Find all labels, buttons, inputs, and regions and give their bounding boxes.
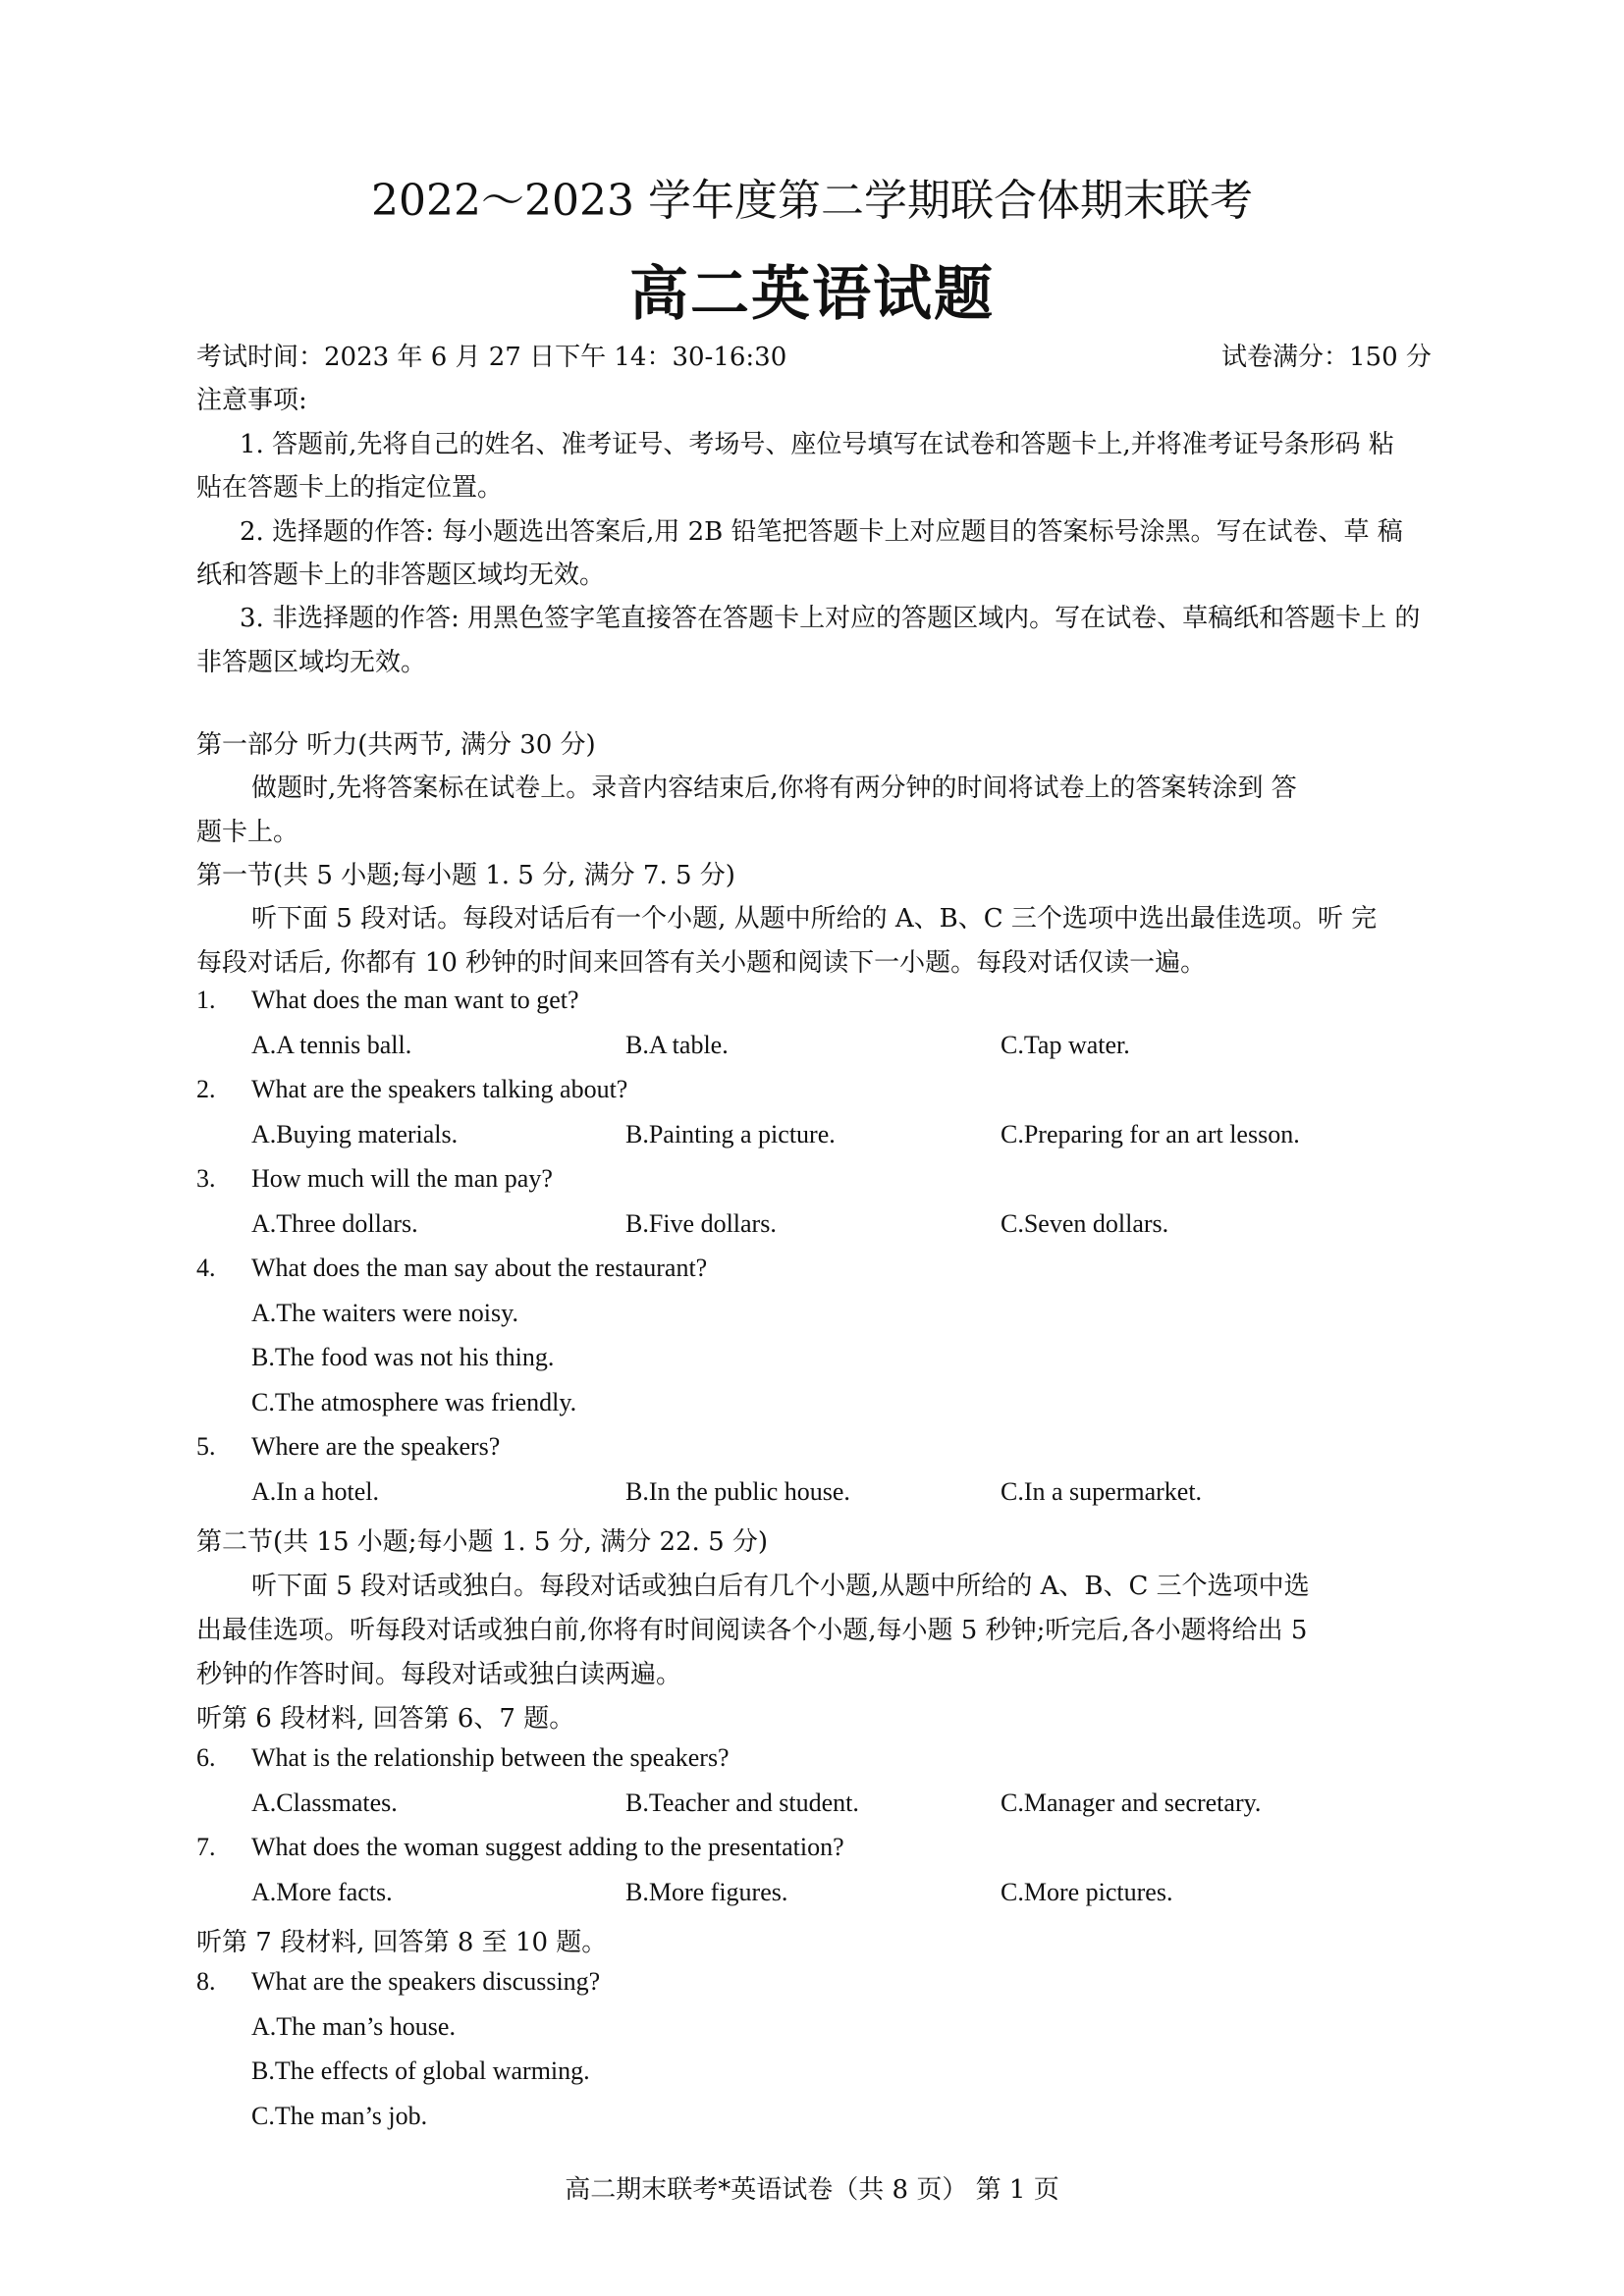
option-a: A.The waiters were noisy.	[251, 1299, 518, 1327]
question-text: How much will the man pay?	[251, 1164, 553, 1193]
question-text: What does the man say about the restaurant?	[251, 1254, 708, 1282]
option-b: B.The food was not his thing.	[251, 1343, 555, 1371]
material-7-intro: 听第 7 段材料, 回答第 8 至 10 题。	[196, 1928, 608, 1957]
note-3-line-2: 非答题区域均无效。	[196, 648, 427, 677]
option-c: C.Manager and secretary.	[1001, 1789, 1262, 1817]
option-c: C.The man’s job.	[251, 2102, 428, 2130]
section1-intro-line-1: 听下面 5 段对话。每段对话后有一个小题, 从题中所给的 A、B、C 三个选项中选出最佳选项。听 完	[251, 904, 1378, 934]
option-b: B.Painting a picture.	[625, 1120, 836, 1148]
section2-heading: 第二节(共 15 小题;每小题 1. 5 分, 满分 22. 5 分)	[196, 1527, 769, 1557]
part1-heading: 第一部分 听力(共两节, 满分 30 分)	[196, 730, 596, 760]
subject-title: 高二英语试题	[629, 260, 995, 329]
part1-intro-line-1: 做题时,先将答案标在试卷上。录音内容结束后,你将有两分钟的时间将试卷上的答案转涂到 答	[251, 774, 1297, 803]
notes-heading: 注意事项:	[196, 386, 307, 415]
note-2-line-2: 纸和答题卡上的非答题区域均无效。	[196, 561, 606, 590]
option-b: B.A table.	[625, 1031, 729, 1059]
option-c: C.Seven dollars.	[1001, 1209, 1169, 1238]
option-c: C.The atmosphere was friendly.	[251, 1388, 577, 1416]
option-c: C.Preparing for an art lesson.	[1001, 1120, 1300, 1148]
section1-intro-line-2: 每段对话后, 你都有 10 秒钟的时间来回答有关小题和阅读下一小题。每段对话仅读一遍。	[196, 948, 1207, 978]
question-text: What does the woman suggest adding to the presentation?	[251, 1833, 844, 1861]
question-text: What is the relationship between the speakers?	[251, 1743, 730, 1772]
option-b: B.Five dollars.	[625, 1209, 777, 1238]
question-number: 4.	[196, 1254, 216, 1282]
option-b: B.Teacher and student.	[625, 1789, 859, 1817]
option-a: A.Buying materials.	[251, 1120, 459, 1148]
option-a: A.Three dollars.	[251, 1209, 418, 1238]
question-number: 6.	[196, 1743, 216, 1772]
question-text: What are the speakers talking about?	[251, 1075, 628, 1103]
section2-intro-line-3: 秒钟的作答时间。每段对话或独白读两遍。	[196, 1660, 682, 1689]
option-a: A.Classmates.	[251, 1789, 398, 1817]
question-text: What does the man want to get?	[251, 986, 579, 1014]
question-number: 5.	[196, 1432, 216, 1461]
exam-title: 2022～2023 学年度第二学期联合体期末联考	[371, 176, 1253, 226]
option-a: A.A tennis ball.	[251, 1031, 412, 1059]
note-3-line-1: 3. 非选择题的作答: 用黑色签字笔直接答在答题卡上对应的答题区域内。写在试卷、草稿纸和答题卡上 的	[240, 604, 1421, 633]
option-c: C.More pictures.	[1001, 1878, 1173, 1906]
section1-heading: 第一节(共 5 小题;每小题 1. 5 分, 满分 7. 5 分)	[196, 861, 735, 890]
note-2-line-1: 2. 选择题的作答: 每小题选出答案后,用 2B 铅笔把答题卡上对应题目的答案标号涂黑。写在试卷、草 稿	[240, 517, 1403, 547]
page-footer: 高二期末联考*英语试卷（共 8 页） 第 1 页	[565, 2175, 1059, 2205]
option-c: C.In a supermarket.	[1001, 1477, 1203, 1506]
option-a: A.In a hotel.	[251, 1477, 379, 1506]
material-6-intro: 听第 6 段材料, 回答第 6、7 题。	[196, 1704, 575, 1734]
section2-intro-line-2: 出最佳选项。听每段对话或独白前,你将有时间阅读各个小题,每小题 5 秒钟;听完后,各小题将给出 5	[196, 1616, 1308, 1645]
option-b: B.In the public house.	[625, 1477, 850, 1506]
option-b: B.More figures.	[625, 1878, 788, 1906]
question-number: 2.	[196, 1075, 216, 1103]
question-number: 8.	[196, 1967, 216, 1996]
full-score: 试卷满分：150 分	[1221, 343, 1432, 372]
option-c: C.Tap water.	[1001, 1031, 1130, 1059]
option-a: A.The man’s house.	[251, 2012, 456, 2041]
option-a: A.More facts.	[251, 1878, 393, 1906]
option-b: B.The effects of global warming.	[251, 2056, 590, 2085]
note-1-line-2: 贴在答题卡上的指定位置。	[196, 473, 504, 503]
exam-time: 考试时间：2023 年 6 月 27 日下午 14：30-16:30	[196, 343, 787, 372]
question-text: Where are the speakers?	[251, 1432, 501, 1461]
note-1-line-1: 1. 答题前,先将自己的姓名、准考证号、考场号、座位号填写在试卷和答题卡上,并将准考证号条形码 粘	[240, 430, 1394, 459]
part1-intro-line-2: 题卡上。	[196, 818, 299, 847]
question-number: 7.	[196, 1833, 216, 1861]
question-text: What are the speakers discussing?	[251, 1967, 601, 1996]
question-number: 1.	[196, 986, 216, 1014]
question-number: 3.	[196, 1164, 216, 1193]
section2-intro-line-1: 听下面 5 段对话或独白。每段对话或独白后有几个小题,从题中所给的 A、B、C 三个选项中选	[251, 1572, 1310, 1601]
